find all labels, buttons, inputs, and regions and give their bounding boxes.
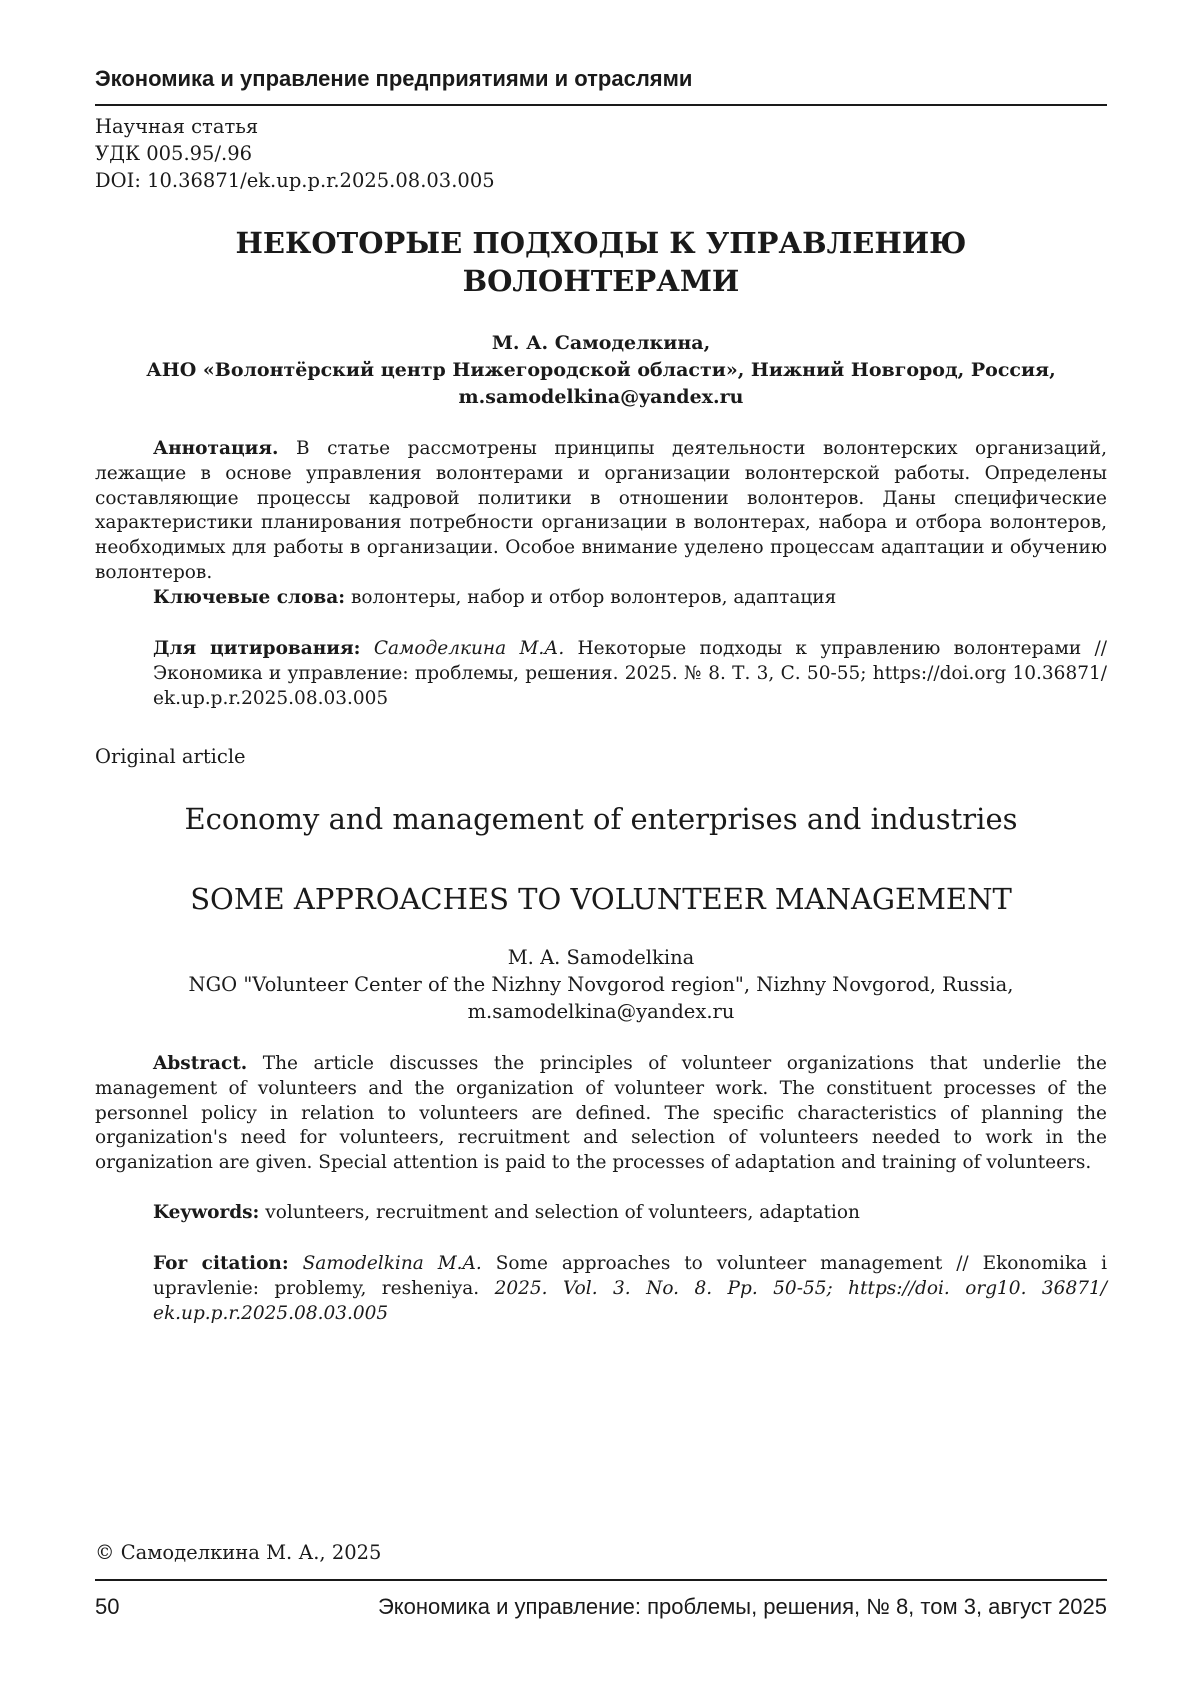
keywords-ru <box>95 586 1107 611</box>
footer-rule <box>95 1579 1107 1581</box>
abstract-en-label: Abstract. <box>153 1053 248 1074</box>
abstract-ru-text: В статье рассмотрены принципы деятельности волонтерских организаций, лежащие в основе управления волонтерами и организации волонтерской работы. Определены составляющие процессы кадровой политики в отношении волонтеров. Даны специфические характеристики планирования потребности организации в волонтерах, набора и отбора волонтеров, необходимых для работы в организации. Особое внимание уделено процессам адаптации и обучению волонтеров. <box>95 438 1107 583</box>
running-footer <box>95 1592 1107 1622</box>
title-ru-line-2: ВОЛОНТЕРАМИ <box>462 264 740 298</box>
citation-en-text-plain: Some approaches to volunteer management // Ekonomika i upravlenie: problemy, resheniya. <box>153 1253 1108 1299</box>
author-name-ru: М. А. Самоделкина, <box>491 332 711 354</box>
author-email-ru: m.samodelkina@yandex.ru <box>458 386 744 408</box>
author-affiliation-ru: АНО «Волонтёрский центр Нижегородской области», Нижний Новгород, Россия, <box>146 359 1056 381</box>
article-page <box>95 0 1107 1698</box>
page-number: 50 <box>95 1594 120 1619</box>
copyright-notice: © Самоделкина М. А., 2025 <box>95 1541 382 1564</box>
keywords-ru-text: волонтеры, набор и отбор волонтеров, адаптация <box>350 587 837 608</box>
keywords-en <box>95 1201 1107 1226</box>
journal-footer-title: Экономика и управление: проблемы, решения, № 8, том 3, август 2025 <box>377 1594 1107 1619</box>
keywords-ru-label: Ключевые слова: <box>153 587 346 608</box>
doi: DOI: 10.36871/ek.up.p.r.2025.08.03.005 <box>95 169 495 192</box>
citation-ru-text: Некоторые подходы к управлению волонтерами // Экономика и управление: проблемы, решения. 2025. № 8. Т. 3, С. 50-55; https://doi.org 10.36871/ ek.up.p.r.2025.08.03.005 <box>153 638 1107 709</box>
rubric-en: Economy and management of enterprises and industries <box>184 802 1018 836</box>
article-title-ru <box>95 224 1107 300</box>
author-block-en <box>95 944 1107 1025</box>
abstract-ru-label: Аннотация. <box>153 438 279 459</box>
title-ru-line-1: НЕКОТОРЫЕ ПОДХОДЫ К УПРАВЛЕНИЮ <box>235 226 967 260</box>
citation-ru <box>95 637 1107 711</box>
article-type-en: Original article <box>95 745 246 768</box>
citation-en-author: Samodelkina M.A. <box>302 1253 482 1274</box>
author-name-en: M. A. Samodelkina <box>507 946 695 969</box>
abstract-en-text: The article discusses the principles of volunteer organizations that underlie the management of volunteers and the organization of volunteer work. The constituent processes of the personnel policy in relation to volunteers are defined. The specific characteristics of planning the organization's need for volunteers, recruitment and selection of volunteers needed to work in the organization are given. Special attention is paid to the processes of adaptation and training of volunteers. <box>95 1053 1107 1174</box>
author-email-en: m.samodelkina@yandex.ru <box>467 1000 735 1023</box>
article-meta <box>95 113 1107 194</box>
article-type: Научная статья <box>95 115 259 138</box>
header-rule <box>95 104 1107 106</box>
citation-ru-label: Для цитирования: <box>153 638 361 659</box>
citation-en-label: For citation: <box>153 1253 289 1274</box>
udc-code: УДК 005.95/.96 <box>95 142 253 165</box>
citation-ru-author: Самоделкина М.А. <box>373 638 565 659</box>
keywords-en-label: Keywords: <box>153 1202 260 1223</box>
article-title-en: SOME APPROACHES TO VOLUNTEER MANAGEMENT <box>190 882 1012 916</box>
running-header: Экономика и управление предприятиями и отраслями <box>95 66 693 91</box>
abstract-en <box>95 1052 1107 1176</box>
keywords-en-text: volunteers, recruitment and selection of volunteers, adaptation <box>265 1202 860 1223</box>
citation-en-text-italic: 2025. Vol. 3. No. 8. Pp. 50-55; https://doi. org10. 36871/ ek.up.p.r.2025.08.03.005 <box>153 1277 1107 1324</box>
author-affiliation-en: NGO "Volunteer Center of the Nizhny Novgorod region", Nizhny Novgorod, Russia, <box>188 973 1014 996</box>
author-block-ru <box>95 330 1107 411</box>
abstract-ru <box>95 437 1107 586</box>
citation-en <box>95 1252 1107 1326</box>
